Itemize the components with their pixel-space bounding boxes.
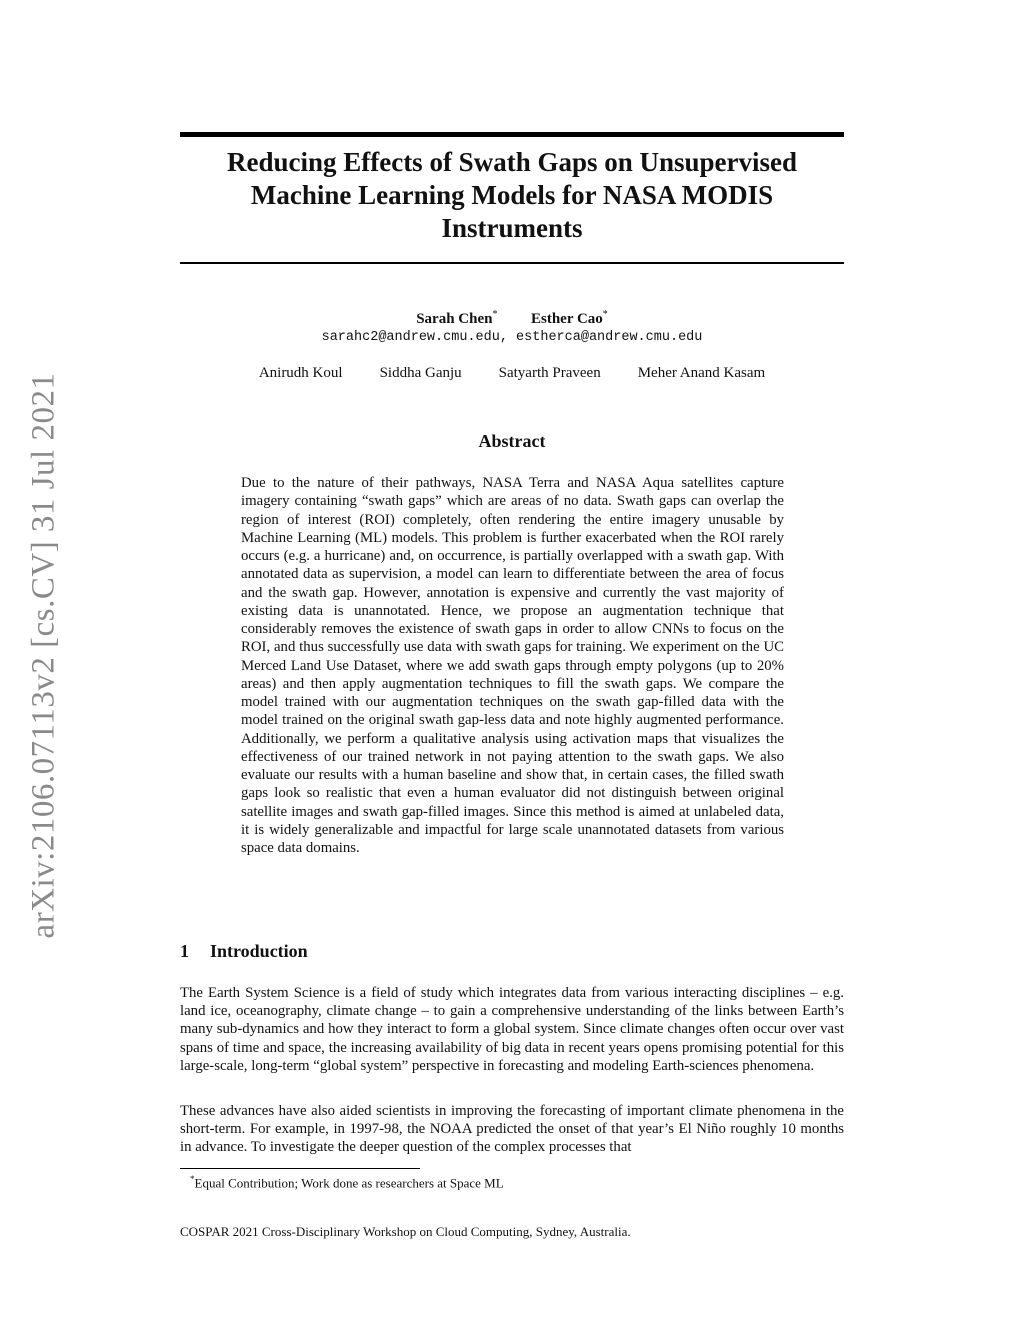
equal-contribution-mark: * — [602, 309, 608, 320]
venue-note: COSPAR 2021 Cross-Disciplinary Workshop on Cloud Computing, Sydney, Australia. — [180, 1224, 631, 1239]
author-siddha-ganju: Siddha Ganju — [379, 365, 462, 381]
paper-title — [180, 146, 844, 245]
title-bottom-rule — [180, 262, 844, 264]
intro-paragraph-1: The Earth System Science is a field of study which integrates data from various interacting disciplines – e.g. land ice, oceanography, climate change – to gain a comprehensive understanding of the links between Earth’s many sub-dynamics and how they interact to form a global system. Since climate changes often occur over vast spans of time and space, the increasing availability of big data in recent years opens promising potential for this large-scale, long-term “global system” perspective in forecasting and modeling Earth-sciences phenomena. — [180, 985, 844, 1074]
title-top-rule — [180, 132, 844, 137]
section-heading-introduction — [180, 941, 308, 962]
abstract-text: Due to the nature of their pathways, NASA Terra and NASA Aqua satellites capture imagery containing “swath gaps” which are areas of no data. Swath gaps can overlap the region of interest (ROI) completely, often rendering the entire imagery unusable by Machine Learning (ML) models. This problem is further exacerbated when the ROI rarely occurs (e.g. a hurricane) and, on occurrence, is partially overlapped with a swath gap. With annotated data as supervision, a model can learn to differentiate between the area of focus and the swath gap. However, annotation is expensive and currently the vast majority of existing data is unannotated. Hence, we propose an augmentation technique that considerably removes the existence of swath gaps in order to allow CNNs to focus on the ROI, and thus successfully use data with swath gaps for training. We experiment on the UC Merced Land Use Dataset, where we add swath gaps through empty polygons (up to 20% areas) and then apply augmentation techniques to fill the swath gaps. We compare the model trained with our augmentation techniques on the swath gap-filled data with the model trained on the original swath gap-less data and note highly augmented performance. Additionally, we perform a qualitative analysis using activation maps that visualizes the effectiveness of our trained network in not paying attention to the swath gaps. We also evaluate our results with a human baseline and show that, in certain cases, the filled swath gaps look so realistic that even a human evaluator did not distinguish between original satellite images and swath gap-filled images. Since this method is aimed at unlabeled data, it is widely generalizable and impactful for large scale unannotated datasets from various space data domains. — [241, 475, 784, 856]
section-number: 1 — [180, 941, 189, 961]
author-esther-cao: Esther Cao — [530, 311, 603, 327]
equal-contribution-mark: * — [492, 309, 498, 320]
title-line-3: Instruments — [441, 213, 583, 243]
arxiv-identifier-text: arXiv:2106.07113v2 [cs.CV] 31 Jul 2021 — [25, 372, 62, 938]
author-sarah-chen: Sarah Chen — [416, 311, 493, 327]
author-meher-anand-kasam: Meher Anand Kasam — [637, 365, 766, 381]
author-emails: sarahc2@andrew.cmu.edu, estherca@andrew.cmu.edu — [321, 330, 703, 345]
footnote-mark: * — [190, 1174, 195, 1184]
intro-paragraph-2: These advances have also aided scientists in improving the forecasting of important climate phenomena in the short-term. For example, in 1997-98, the NOAA predicted the onset of that year’s El Niño roughly 10 months in advance. To investigate the deeper question of the complex processes that — [180, 1103, 844, 1156]
coauthor-list — [180, 365, 844, 382]
author-satyarth-praveen: Satyarth Praveen — [498, 365, 601, 381]
section-title: Introduction — [210, 941, 308, 961]
arxiv-identifier — [24, 360, 64, 950]
title-line-1: Reducing Effects of Swath Gaps on Unsupervised — [226, 147, 798, 177]
abstract-heading: Abstract — [478, 431, 546, 451]
footnote — [190, 1174, 504, 1191]
footnote-text: Equal Contribution; Work done as researchers at Space ML — [194, 1175, 504, 1191]
author-anirudh-koul: Anirudh Koul — [258, 365, 343, 381]
primary-authors — [180, 309, 844, 328]
title-line-2: Machine Learning Models for NASA MODIS — [250, 180, 774, 210]
footnote-rule — [180, 1168, 420, 1169]
